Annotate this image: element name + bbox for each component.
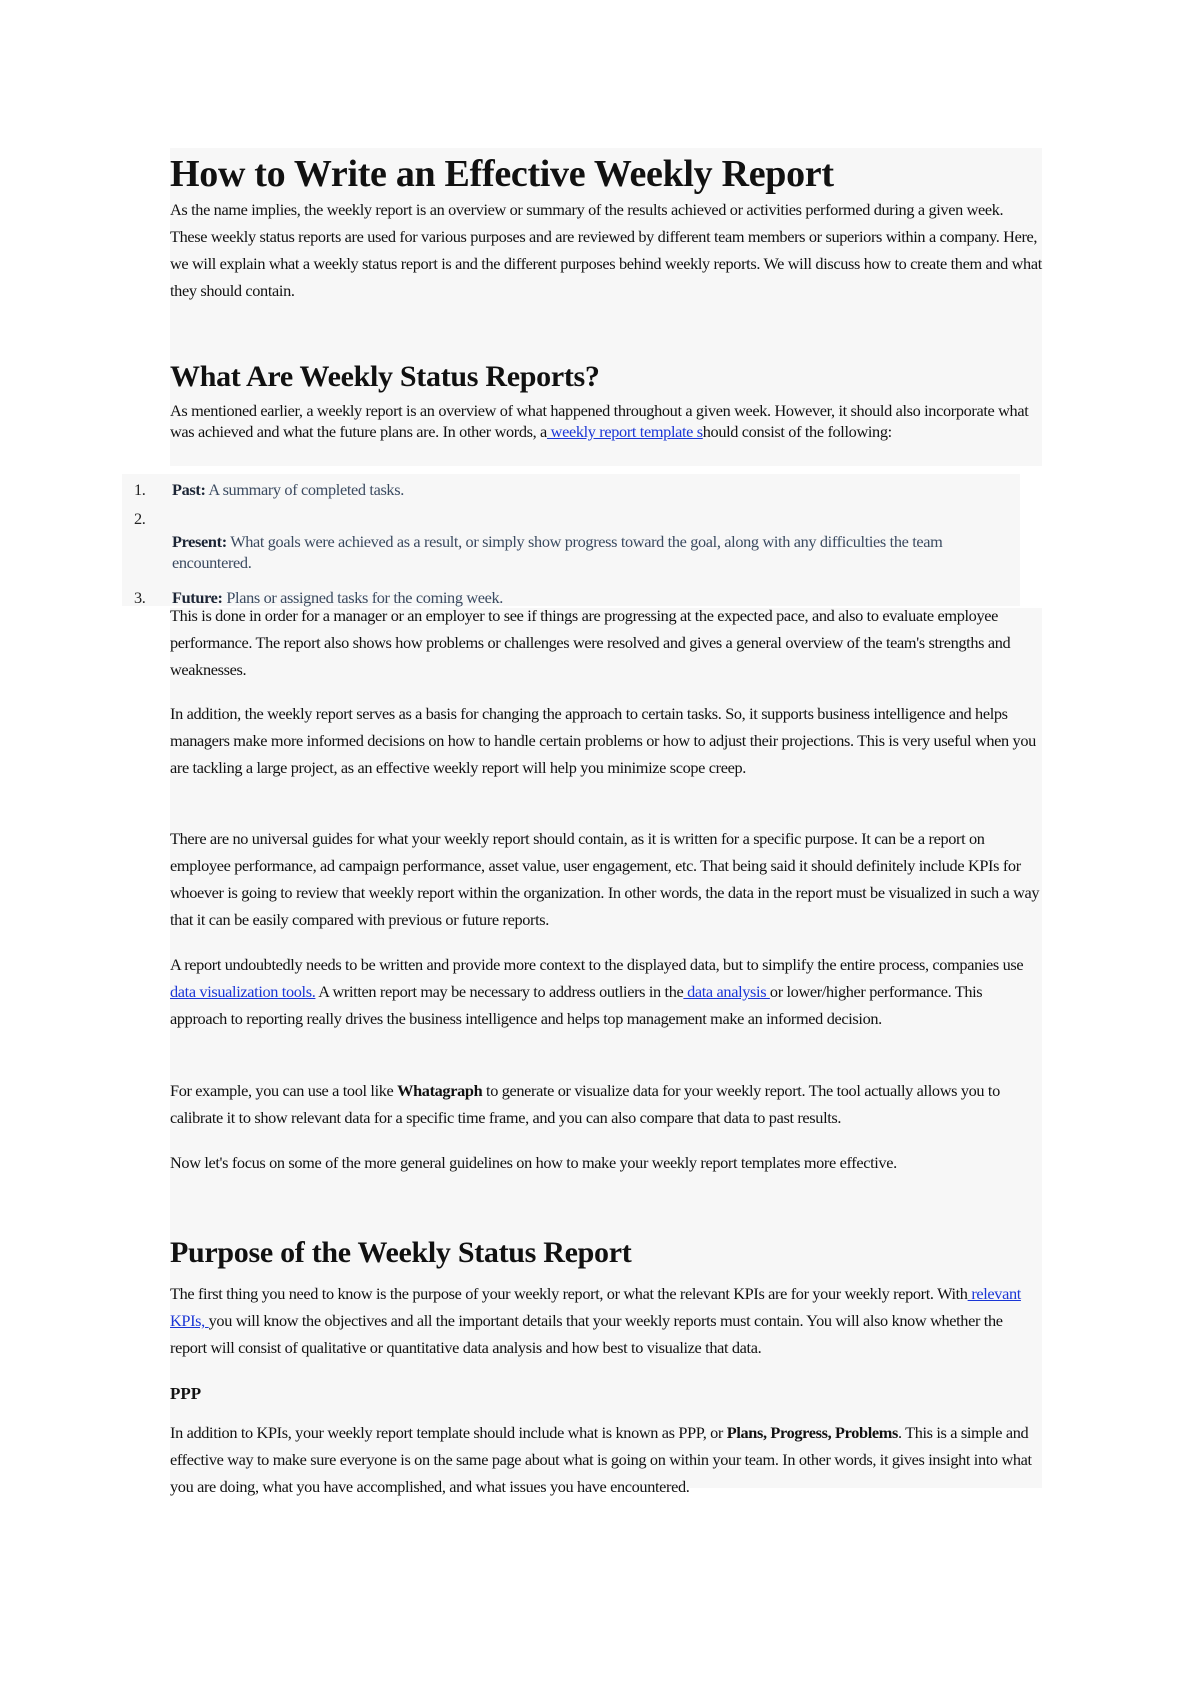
paragraph: For example, you can use a tool like Whatagraph to generate or visualize data for your weekly report. The tool actually allows you to calibrate it to show relevant data for a specific time frame, and you can also compare that data to past results. — [170, 1081, 1000, 1127]
paragraph: In addition, the weekly report serves as a basis for changing the approach to certain tasks. So, it supports business intelligence and helps managers make more informed decisions on how to handle certain problems or how to adjust their projections. This is very useful when you are tackling a large project, as an effective weekly report will help you minimize scope creep. — [170, 704, 1036, 777]
paragraph: Now let's focus on some of the more general guidelines on how to make your weekly report templates more effective. — [170, 1153, 897, 1172]
list-item: 3. Future: Plans or assigned tasks for the coming week. — [134, 588, 504, 607]
subheading-ppp: PPP — [170, 1384, 202, 1403]
page-title: How to Write an Effective Weekly Report — [170, 153, 834, 195]
list-item: 2. — [134, 509, 146, 528]
intro-paragraph: As the name implies, the weekly report is an overview or summary of the results achieved or activities performed during a given week. These weekly status reports are used for various purposes and are reviewed by different team members or superiors within a company. Here, we will explain what a weekly status report is and the different purposes behind weekly reports. We will discuss how to create them and what they should contain. — [170, 200, 1042, 300]
list-item: Present: What goals were achieved as a result, or simply show progress toward the goal, along with any difficulties the team encountered. — [172, 532, 943, 572]
section-heading-weekly-status: What Are Weekly Status Reports? — [170, 360, 600, 393]
weekly-report-template-link[interactable]: weekly report template s — [546, 422, 703, 441]
paragraph: The first thing you need to know is the purpose of your weekly report, or what the relevant KPIs are for your weekly report. With relevant KPIs, you will know the objectives and all the important details that your weekly reports must contain. You will also know whether the report will consist of qualitative or quantitative data analysis and how best to visualize that data. — [170, 1284, 1021, 1357]
list-item: 1. Past: A summary of completed tasks. — [134, 480, 404, 499]
relevant-kpis-link[interactable]: relevant KPIs, — [170, 1284, 1021, 1330]
ppp-list — [122, 479, 1022, 608]
section1-intro-paragraph: As mentioned earlier, a weekly report is an overview of what happened throughout a given week. However, it should also incorporate what was achieved and what the future plans are. In other words, a weekly report template should consist of the following: — [170, 401, 1029, 441]
paragraph: This is done in order for a manager or an employer to see if things are progressing at the expected pace, and also to evaluate employee performance. The report also shows how problems or challenges were resolved and gives a general overview of the team's strengths and weaknesses. — [170, 606, 1011, 679]
paragraph: There are no universal guides for what your weekly report should contain, as it is written for a specific purpose. It can be a report on employee performance, ad campaign performance, asset value, user engagement, etc. That being said it should definitely include KPIs for whoever is going to review that weekly report within the organization. In other words, the data in the report must be visualized in such a way that it can be easily compared with previous or future reports. — [170, 829, 1040, 929]
paragraph: In addition to KPIs, your weekly report template should include what is known as PPP, or Plans, Progress, Problems. This is a simple and effective way to make sure everyone is on the same page about what is going on within your team. In other words, it gives insight into what you are doing, what you have accomplished, and what issues you have encountered. — [170, 1423, 1032, 1496]
data-analysis-link[interactable]: data analysis — [683, 982, 770, 1001]
data-visualization-tools-link[interactable]: data visualization tools. — [170, 982, 316, 1001]
paragraph: A report undoubtedly needs to be written and provide more context to the displayed data, but to simplify the entire process, companies use data visualization tools. A written report may be necessary to address outliers in the data analysis or lower/higher performance. This approach to reporting really drives the business intelligence and helps top management make an informed decision. — [170, 955, 1024, 1028]
section-heading-purpose: Purpose of the Weekly Status Report — [170, 1236, 632, 1269]
